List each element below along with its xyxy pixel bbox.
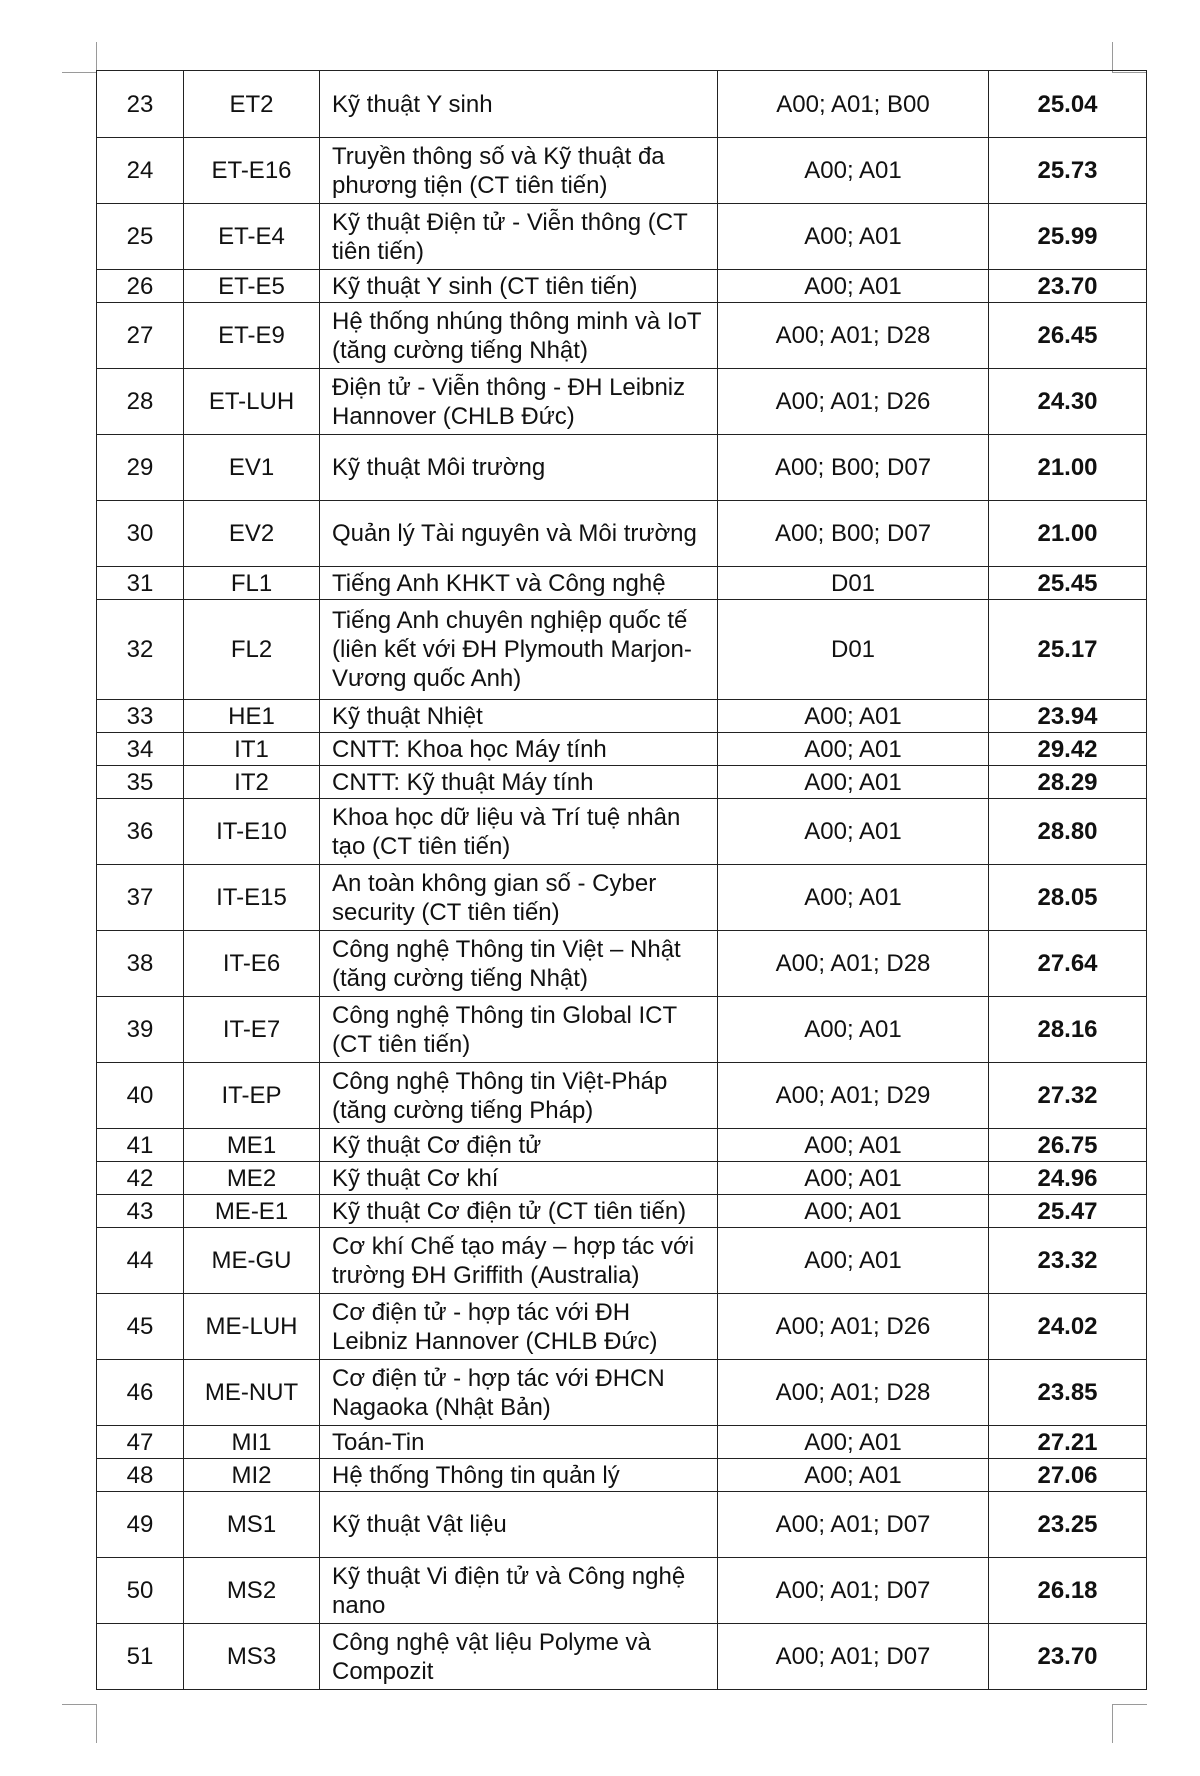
major-name: Truyền thông số và Kỹ thuật đa phương tiện (CT tiên tiến): [320, 138, 718, 204]
admission-score: 24.02: [989, 1294, 1147, 1360]
major-name: Hệ thống Thông tin quản lý: [320, 1459, 718, 1492]
major-name: Cơ khí Chế tạo máy – hợp tác với trường ĐH Griffith (Australia): [320, 1228, 718, 1294]
subject-combinations: A00; A01; D28: [718, 303, 989, 369]
subject-combinations: A00; A01; D07: [718, 1624, 989, 1690]
major-code: HE1: [184, 700, 320, 733]
major-code: ET-LUH: [184, 369, 320, 435]
table-row: [97, 501, 1147, 567]
major-name: Công nghệ Thông tin Việt-Pháp (tăng cường tiếng Pháp): [320, 1063, 718, 1129]
major-code: IT-E10: [184, 799, 320, 865]
crop-mark-top-right: [1112, 42, 1147, 73]
subject-combinations: A00; A01: [718, 138, 989, 204]
major-code: IT-E7: [184, 997, 320, 1063]
major-name: Kỹ thuật Vật liệu: [320, 1492, 718, 1558]
table-row: [97, 997, 1147, 1063]
major-name: Công nghệ vật liệu Polyme và Compozit: [320, 1624, 718, 1690]
row-number: 45: [97, 1294, 184, 1360]
major-name: Kỹ thuật Vi điện tử và Công nghệ nano: [320, 1558, 718, 1624]
table-row: [97, 138, 1147, 204]
major-code: EV1: [184, 435, 320, 501]
admission-score: 28.80: [989, 799, 1147, 865]
subject-combinations: A00; A01; D29: [718, 1063, 989, 1129]
table-row: [97, 1459, 1147, 1492]
crop-mark-bottom-left: [62, 1704, 97, 1743]
table-row: [97, 567, 1147, 600]
admission-score: 25.17: [989, 600, 1147, 700]
major-code: MI1: [184, 1426, 320, 1459]
row-number: 41: [97, 1129, 184, 1162]
major-code: IT-E6: [184, 931, 320, 997]
major-code: FL1: [184, 567, 320, 600]
major-code: ME1: [184, 1129, 320, 1162]
admission-score: 23.70: [989, 270, 1147, 303]
major-name: Cơ điện tử - hợp tác với ĐH Leibniz Hannover (CHLB Đức): [320, 1294, 718, 1360]
subject-combinations: A00; A01: [718, 1426, 989, 1459]
row-number: 34: [97, 733, 184, 766]
subject-combinations: A00; A01: [718, 766, 989, 799]
subject-combinations: A00; A01; D28: [718, 931, 989, 997]
row-number: 43: [97, 1195, 184, 1228]
table-row: [97, 204, 1147, 270]
subject-combinations: A00; A01: [718, 1195, 989, 1228]
subject-combinations: A00; A01: [718, 733, 989, 766]
major-name: Kỹ thuật Điện tử - Viễn thông (CT tiên tiến): [320, 204, 718, 270]
subject-combinations: A00; A01; D07: [718, 1492, 989, 1558]
major-code: MS3: [184, 1624, 320, 1690]
admission-score: 26.45: [989, 303, 1147, 369]
table-row: [97, 1195, 1147, 1228]
major-name: An toàn không gian số - Cyber security (CT tiên tiến): [320, 865, 718, 931]
admission-score: 23.70: [989, 1624, 1147, 1690]
subject-combinations: A00; A01; D28: [718, 1360, 989, 1426]
major-name: Kỹ thuật Cơ điện tử: [320, 1129, 718, 1162]
major-name: Công nghệ Thông tin Việt – Nhật (tăng cường tiếng Nhật): [320, 931, 718, 997]
table-row: [97, 1294, 1147, 1360]
subject-combinations: A00; A01: [718, 204, 989, 270]
subject-combinations: A00; A01; B00: [718, 71, 989, 138]
row-number: 38: [97, 931, 184, 997]
subject-combinations: D01: [718, 600, 989, 700]
admission-score: 26.18: [989, 1558, 1147, 1624]
subject-combinations: A00; A01: [718, 270, 989, 303]
major-name: CNTT: Kỹ thuật Máy tính: [320, 766, 718, 799]
row-number: 39: [97, 997, 184, 1063]
admission-score: 25.99: [989, 204, 1147, 270]
row-number: 31: [97, 567, 184, 600]
admission-score: 23.32: [989, 1228, 1147, 1294]
admission-score: 29.42: [989, 733, 1147, 766]
major-code: ET2: [184, 71, 320, 138]
admission-score: 23.94: [989, 700, 1147, 733]
admission-score: 24.30: [989, 369, 1147, 435]
subject-combinations: A00; B00; D07: [718, 501, 989, 567]
row-number: 51: [97, 1624, 184, 1690]
row-number: 47: [97, 1426, 184, 1459]
row-number: 36: [97, 799, 184, 865]
admission-score-table: [96, 70, 1147, 1690]
row-number: 32: [97, 600, 184, 700]
table-row: [97, 1426, 1147, 1459]
admission-score: 25.47: [989, 1195, 1147, 1228]
major-code: ET-E4: [184, 204, 320, 270]
subject-combinations: A00; A01: [718, 799, 989, 865]
table-row: [97, 865, 1147, 931]
admission-score: 25.04: [989, 71, 1147, 138]
table-row: [97, 1624, 1147, 1690]
admission-score: 24.96: [989, 1162, 1147, 1195]
major-name: Kỹ thuật Y sinh: [320, 71, 718, 138]
row-number: 24: [97, 138, 184, 204]
admission-score: 27.06: [989, 1459, 1147, 1492]
row-number: 37: [97, 865, 184, 931]
major-name: Toán-Tin: [320, 1426, 718, 1459]
major-name: Cơ điện tử - hợp tác với ĐHCN Nagaoka (Nhật Bản): [320, 1360, 718, 1426]
crop-mark-bottom-right: [1112, 1704, 1147, 1743]
admission-score: 23.85: [989, 1360, 1147, 1426]
admission-score: 27.32: [989, 1063, 1147, 1129]
subject-combinations: A00; A01: [718, 1228, 989, 1294]
major-name: Quản lý Tài nguyên và Môi trường: [320, 501, 718, 567]
row-number: 33: [97, 700, 184, 733]
subject-combinations: A00; A01: [718, 865, 989, 931]
major-name: Kỹ thuật Môi trường: [320, 435, 718, 501]
subject-combinations: A00; A01: [718, 1459, 989, 1492]
table-row: [97, 270, 1147, 303]
major-code: ET-E16: [184, 138, 320, 204]
table-row: [97, 733, 1147, 766]
major-name: Tiếng Anh chuyên nghiệp quốc tế (liên kết với ĐH Plymouth Marjon- Vương quốc Anh): [320, 600, 718, 700]
table-row: [97, 799, 1147, 865]
table-row: [97, 766, 1147, 799]
major-name: Khoa học dữ liệu và Trí tuệ nhân tạo (CT tiên tiến): [320, 799, 718, 865]
major-code: MS1: [184, 1492, 320, 1558]
major-code: EV2: [184, 501, 320, 567]
row-number: 28: [97, 369, 184, 435]
major-name: CNTT: Khoa học Máy tính: [320, 733, 718, 766]
table-row: [97, 369, 1147, 435]
admission-score: 26.75: [989, 1129, 1147, 1162]
row-number: 46: [97, 1360, 184, 1426]
major-code: ME-LUH: [184, 1294, 320, 1360]
table-row: [97, 435, 1147, 501]
major-name: Tiếng Anh KHKT và Công nghệ: [320, 567, 718, 600]
table-row: [97, 931, 1147, 997]
table-row: [97, 1063, 1147, 1129]
admission-score: 28.29: [989, 766, 1147, 799]
table-row: [97, 71, 1147, 138]
major-name: Điện tử - Viễn thông - ĐH Leibniz Hannover (CHLB Đức): [320, 369, 718, 435]
crop-mark-top-left: [62, 42, 97, 73]
subject-combinations: A00; A01; D26: [718, 1294, 989, 1360]
table-row: [97, 1228, 1147, 1294]
row-number: 40: [97, 1063, 184, 1129]
major-code: IT-EP: [184, 1063, 320, 1129]
major-code: FL2: [184, 600, 320, 700]
admission-score: 23.25: [989, 1492, 1147, 1558]
major-code: ET-E9: [184, 303, 320, 369]
table-row: [97, 600, 1147, 700]
subject-combinations: D01: [718, 567, 989, 600]
row-number: 50: [97, 1558, 184, 1624]
table-row: [97, 1492, 1147, 1558]
major-code: ME-E1: [184, 1195, 320, 1228]
major-name: Hệ thống nhúng thông minh và IoT (tăng cường tiếng Nhật): [320, 303, 718, 369]
admission-score: 27.64: [989, 931, 1147, 997]
major-code: IT2: [184, 766, 320, 799]
major-code: ME-NUT: [184, 1360, 320, 1426]
major-name: Kỹ thuật Y sinh (CT tiên tiến): [320, 270, 718, 303]
major-code: IT1: [184, 733, 320, 766]
row-number: 27: [97, 303, 184, 369]
major-code: MI2: [184, 1459, 320, 1492]
row-number: 44: [97, 1228, 184, 1294]
row-number: 49: [97, 1492, 184, 1558]
subject-combinations: A00; A01: [718, 1162, 989, 1195]
major-code: ME-GU: [184, 1228, 320, 1294]
row-number: 26: [97, 270, 184, 303]
major-code: IT-E15: [184, 865, 320, 931]
subject-combinations: A00; B00; D07: [718, 435, 989, 501]
major-code: ME2: [184, 1162, 320, 1195]
subject-combinations: A00; A01: [718, 997, 989, 1063]
major-code: ET-E5: [184, 270, 320, 303]
row-number: 35: [97, 766, 184, 799]
subject-combinations: A00; A01: [718, 700, 989, 733]
admission-score: 27.21: [989, 1426, 1147, 1459]
table-row: [97, 303, 1147, 369]
table-row: [97, 1360, 1147, 1426]
table-row: [97, 700, 1147, 733]
admission-score: 21.00: [989, 501, 1147, 567]
admission-score: 21.00: [989, 435, 1147, 501]
admission-score: 25.73: [989, 138, 1147, 204]
row-number: 23: [97, 71, 184, 138]
table-row: [97, 1558, 1147, 1624]
major-name: Công nghệ Thông tin Global ICT (CT tiên tiến): [320, 997, 718, 1063]
major-code: MS2: [184, 1558, 320, 1624]
subject-combinations: A00; A01: [718, 1129, 989, 1162]
row-number: 29: [97, 435, 184, 501]
admission-score: 25.45: [989, 567, 1147, 600]
subject-combinations: A00; A01; D07: [718, 1558, 989, 1624]
major-name: Kỹ thuật Cơ khí: [320, 1162, 718, 1195]
admission-score: 28.05: [989, 865, 1147, 931]
major-name: Kỹ thuật Nhiệt: [320, 700, 718, 733]
subject-combinations: A00; A01; D26: [718, 369, 989, 435]
row-number: 48: [97, 1459, 184, 1492]
row-number: 30: [97, 501, 184, 567]
row-number: 25: [97, 204, 184, 270]
major-name: Kỹ thuật Cơ điện tử (CT tiên tiến): [320, 1195, 718, 1228]
row-number: 42: [97, 1162, 184, 1195]
table-row: [97, 1129, 1147, 1162]
admission-score: 28.16: [989, 997, 1147, 1063]
table-row: [97, 1162, 1147, 1195]
